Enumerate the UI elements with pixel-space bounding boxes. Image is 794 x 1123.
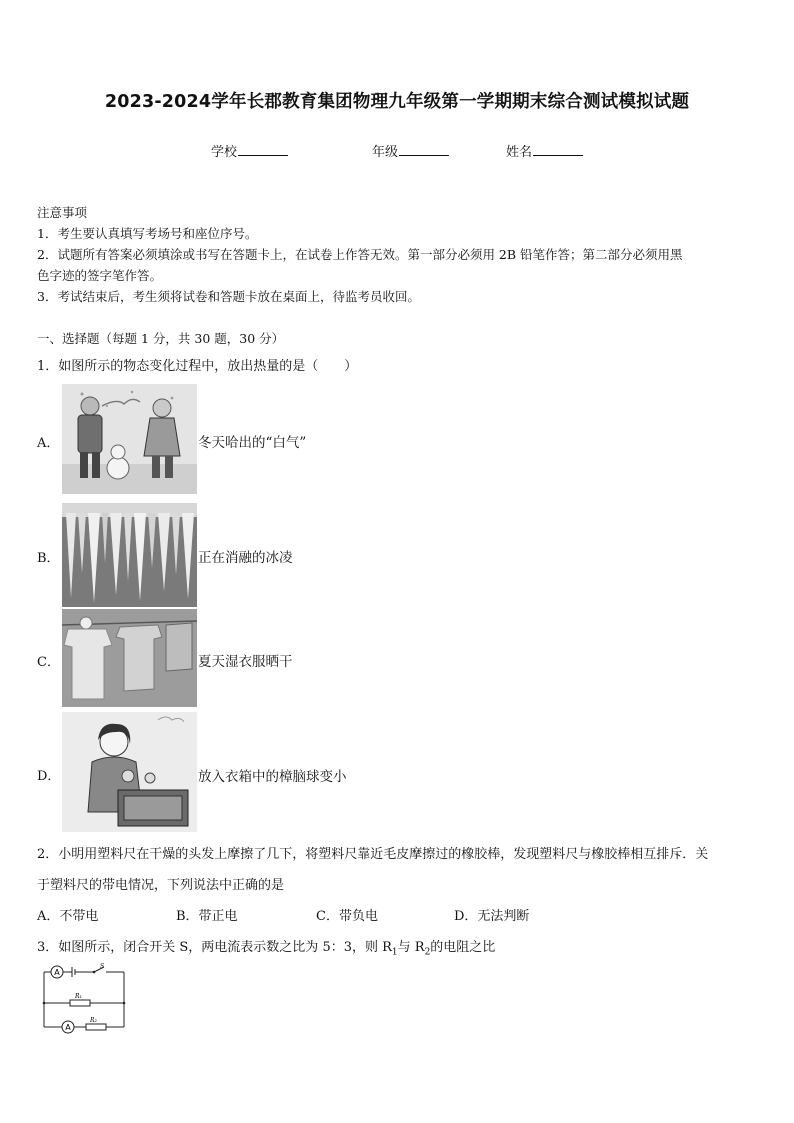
- q1-option-c-text: 夏天湿衣服晒干: [198, 654, 293, 670]
- q1-stem: 1．如图所示的物态变化过程中，放出热量的是（ ）: [37, 359, 358, 374]
- q3-stem: [37, 936, 495, 958]
- q2-choice-d: D．无法判断: [454, 909, 530, 924]
- section-heading: 一、选择题（每题 1 分，共 30 题，30 分）: [37, 331, 285, 346]
- q1-option-d-text: 放入衣箱中的樟脑球变小: [198, 769, 347, 785]
- grade-blank: [399, 143, 449, 156]
- woman-with-suitcase-image: [62, 712, 197, 832]
- school-field: [211, 141, 288, 160]
- notice-line-3: 色字迹的签字笔作答。: [37, 268, 163, 283]
- wet-clothes-drying-image: [62, 609, 197, 707]
- q1-option-c-letter: C．: [37, 655, 60, 670]
- ammeter-bottom-label: A: [65, 1023, 71, 1032]
- q3-stem-part-b: 与 R: [397, 940, 425, 955]
- winter-children-snowman-image: [62, 384, 197, 494]
- q3-r2-subscript: 2: [424, 947, 431, 958]
- notice-line-2: 2．试题所有答案必须填涂或书写在答题卡上，在试卷上作答无效。第一部分必须用 2B 铅笔作答；第二部分必须用黑: [37, 247, 683, 262]
- q1-option-a-text: 冬天哈出的“白气”: [198, 435, 307, 451]
- name-field: [506, 141, 583, 160]
- notice-line-4: 3．考试结束后，考生须将试卷和答题卡放在桌面上，待监考员收回。: [37, 289, 420, 304]
- q1-option-b-text: 正在消融的冰凌: [198, 550, 293, 566]
- q1-option-a-letter: A．: [37, 436, 60, 451]
- name-blank: [533, 143, 583, 156]
- q2-choice-a: A．不带电: [37, 909, 99, 924]
- notice-line-1: 1．考生要认真填写考场号和座位序号。: [37, 226, 258, 241]
- q2-stem-line-1: 2．小明用塑料尺在干燥的头发上摩擦了几下，将塑料尺靠近毛皮摩擦过的橡胶棒，发现塑料尺与橡胶棒相互排斥．关: [37, 847, 709, 862]
- q3-r1-subscript: 1: [391, 947, 398, 958]
- q1-option-b-letter: B．: [37, 551, 60, 566]
- q2-choice-b: B．带正电: [176, 909, 238, 924]
- q1-option-d-letter: D．: [37, 769, 61, 784]
- school-label: 学校: [211, 145, 238, 160]
- q3-stem-part-a: 3．如图所示，闭合开关 S，两电流表示数之比为 5：3，则 R: [37, 940, 392, 955]
- grade-field: [372, 141, 449, 160]
- q2-stem-line-2: 于塑料尺的带电情况，下列说法中正确的是: [37, 878, 285, 893]
- r1-label: R₁: [75, 993, 82, 1000]
- notice-heading: 注意事项: [37, 205, 88, 220]
- q2-choice-c: C．带负电: [316, 909, 378, 924]
- grade-label: 年级: [372, 145, 399, 160]
- ammeter-top-label: A: [54, 968, 60, 977]
- switch-label: S: [100, 963, 105, 970]
- r2-label: R₂: [90, 1017, 97, 1024]
- page-title: 2023-2024学年长郡教育集团物理九年级第一学期期末综合测试模拟试题: [104, 92, 690, 112]
- icicles-image: [62, 503, 197, 607]
- school-blank: [238, 143, 288, 156]
- q3-stem-part-c: 的电阻之比: [430, 940, 496, 955]
- name-label: 姓名: [506, 145, 533, 160]
- circuit-diagram: [38, 963, 130, 1035]
